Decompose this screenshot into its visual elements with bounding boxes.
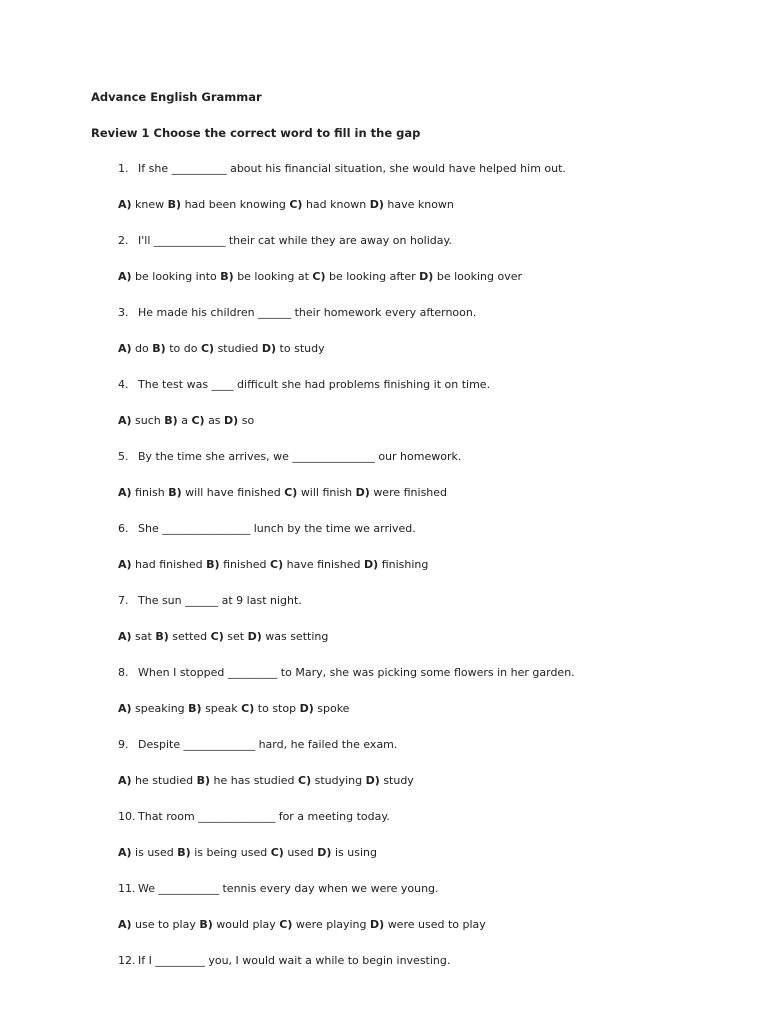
question-number: 2. [118, 234, 129, 247]
answer-options [118, 629, 738, 665]
option-letter: B) [164, 414, 178, 427]
answer-options [118, 197, 738, 233]
answer-options [118, 269, 738, 305]
question-text: He made his children ______ their homework every afternoon. [138, 306, 477, 319]
option-letter: C) [200, 342, 215, 355]
answer-options [118, 557, 738, 593]
option-text: a [181, 414, 188, 427]
option-letter: D) [365, 774, 380, 787]
option-letter: B) [177, 846, 191, 859]
option-text: were used to play [387, 918, 486, 931]
question-block [118, 377, 738, 449]
question-text: If she __________ about his financial situation, she would have helped him out. [138, 162, 566, 175]
answer-options [118, 845, 738, 881]
option-text: be looking at [237, 270, 309, 283]
question-text: When I stopped _________ to Mary, she was picking some flowers in her garden. [138, 666, 575, 679]
option-text: finishing [381, 558, 429, 571]
option-text: he has studied [213, 774, 295, 787]
option-text: set [227, 630, 245, 643]
option-letter: A) [118, 558, 132, 571]
option-text: will have finished [185, 486, 281, 499]
option-letter: A) [118, 702, 132, 715]
question-block [118, 665, 738, 737]
option-text: have finished [286, 558, 361, 571]
option-text: had finished [135, 558, 203, 571]
option-text: was setting [265, 630, 329, 643]
option-text: to study [279, 342, 325, 355]
question-text: I'll _____________ their cat while they are away on holiday. [138, 234, 452, 247]
option-letter: D) [247, 630, 262, 643]
option-text: be looking over [436, 270, 523, 283]
option-letter: C) [210, 630, 224, 643]
question-block [118, 233, 738, 305]
question-line [118, 809, 738, 845]
option-text: sat [135, 630, 152, 643]
question-number: 1. [118, 162, 129, 175]
option-letter: D) [364, 558, 379, 571]
option-letter: B) [196, 774, 211, 787]
option-letter: C) [279, 918, 293, 931]
question-line [118, 305, 738, 341]
option-text: spoke [317, 702, 350, 715]
option-letter: A) [118, 918, 132, 931]
option-letter: C) [270, 846, 284, 859]
question-block [118, 737, 738, 809]
option-letter: B) [168, 486, 182, 499]
option-text: would play [216, 918, 276, 931]
option-letter: C) [284, 486, 298, 499]
option-letter: D) [419, 270, 434, 283]
option-letter: B) [206, 558, 220, 571]
section-heading: Review 1 Choose the correct word to fill in the gap [91, 126, 421, 140]
option-letter: C) [289, 198, 303, 211]
question-number: 7. [118, 594, 129, 607]
option-text: finish [135, 486, 165, 499]
question-block [118, 521, 738, 593]
question-block [118, 953, 738, 1025]
option-letter: C) [270, 558, 284, 571]
option-text: were finished [373, 486, 448, 499]
option-text: is using [334, 846, 377, 859]
question-number: 4. [118, 378, 129, 391]
option-letter: A) [118, 846, 132, 859]
option-text: be looking after [329, 270, 416, 283]
question-block [118, 809, 738, 881]
option-text: studying [314, 774, 363, 787]
question-number: 12. [118, 954, 136, 967]
question-line [118, 449, 738, 485]
question-number: 5. [118, 450, 129, 463]
question-block [118, 449, 738, 521]
option-letter: D) [370, 918, 385, 931]
option-text: is being used [194, 846, 268, 859]
question-text: Despite _____________ hard, he failed the exam. [138, 738, 398, 751]
option-text: setted [172, 630, 208, 643]
option-letter: C) [241, 702, 255, 715]
question-line [118, 161, 738, 197]
answer-options [118, 773, 738, 809]
option-text: knew [135, 198, 165, 211]
option-letter: C) [312, 270, 326, 283]
question-line [118, 593, 738, 629]
question-block [118, 593, 738, 665]
question-text: That room ______________ for a meeting today. [138, 810, 390, 823]
option-letter: A) [118, 342, 132, 355]
option-text: use to play [135, 918, 196, 931]
question-line [118, 881, 738, 917]
document-title: Advance English Grammar [91, 90, 262, 104]
option-text: to stop [257, 702, 297, 715]
option-text: study [383, 774, 414, 787]
option-letter: D) [299, 702, 314, 715]
option-text: as [208, 414, 221, 427]
answer-options [118, 341, 738, 377]
option-text: had been knowing [184, 198, 286, 211]
option-text: speaking [135, 702, 185, 715]
option-text: do [135, 342, 149, 355]
option-letter: B) [188, 702, 202, 715]
question-block [118, 161, 738, 233]
question-number: 8. [118, 666, 129, 679]
option-text: studied [217, 342, 259, 355]
option-letter: B) [152, 342, 166, 355]
option-text: have known [387, 198, 454, 211]
question-number: 10. [118, 810, 136, 823]
question-line [118, 953, 738, 989]
question-text: If I _________ you, I would wait a while to begin investing. [138, 954, 451, 967]
option-text: used [287, 846, 314, 859]
answer-options [118, 917, 738, 953]
answer-options [118, 701, 738, 737]
question-text: By the time she arrives, we _______________ our homework. [138, 450, 462, 463]
option-text: speak [205, 702, 238, 715]
question-line [118, 233, 738, 269]
question-line [118, 521, 738, 557]
question-line [118, 377, 738, 413]
option-letter: C) [298, 774, 312, 787]
option-text: such [135, 414, 161, 427]
question-line [118, 737, 738, 773]
option-letter: B) [220, 270, 234, 283]
option-letter: D) [224, 414, 239, 427]
option-letter: B) [167, 198, 182, 211]
option-letter: A) [118, 630, 132, 643]
option-letter: C) [191, 414, 205, 427]
option-letter: D) [317, 846, 332, 859]
question-text: The sun ______ at 9 last night. [138, 594, 302, 607]
option-text: he studied [135, 774, 194, 787]
answer-options [118, 413, 738, 449]
option-letter: A) [118, 198, 132, 211]
question-text: The test was ____ difficult she had problems finishing it on time. [138, 378, 491, 391]
option-text: to do [169, 342, 198, 355]
question-block [118, 881, 738, 953]
option-text: be looking into [135, 270, 217, 283]
question-text: We ___________ tennis every day when we were young. [138, 882, 439, 895]
option-letter: B) [155, 630, 169, 643]
question-text: She ________________ lunch by the time we arrived. [138, 522, 416, 535]
option-letter: D) [369, 198, 384, 211]
question-number: 11. [118, 882, 136, 895]
option-letter: A) [118, 774, 132, 787]
option-letter: D) [261, 342, 277, 355]
question-number: 6. [118, 522, 129, 535]
option-text: so [241, 414, 255, 427]
question-line [118, 665, 738, 701]
question-number: 9. [118, 738, 129, 751]
answer-options [118, 485, 738, 521]
option-text: is used [135, 846, 174, 859]
option-text: finished [223, 558, 267, 571]
option-letter: B) [199, 918, 213, 931]
question-block [118, 305, 738, 377]
question-number: 3. [118, 306, 129, 319]
option-letter: D) [355, 486, 370, 499]
option-text: will finish [300, 486, 353, 499]
question-list [118, 161, 738, 1025]
option-letter: A) [118, 486, 132, 499]
option-text: were playing [295, 918, 367, 931]
option-letter: A) [118, 414, 132, 427]
option-letter: A) [118, 270, 132, 283]
option-text: had known [305, 198, 367, 211]
